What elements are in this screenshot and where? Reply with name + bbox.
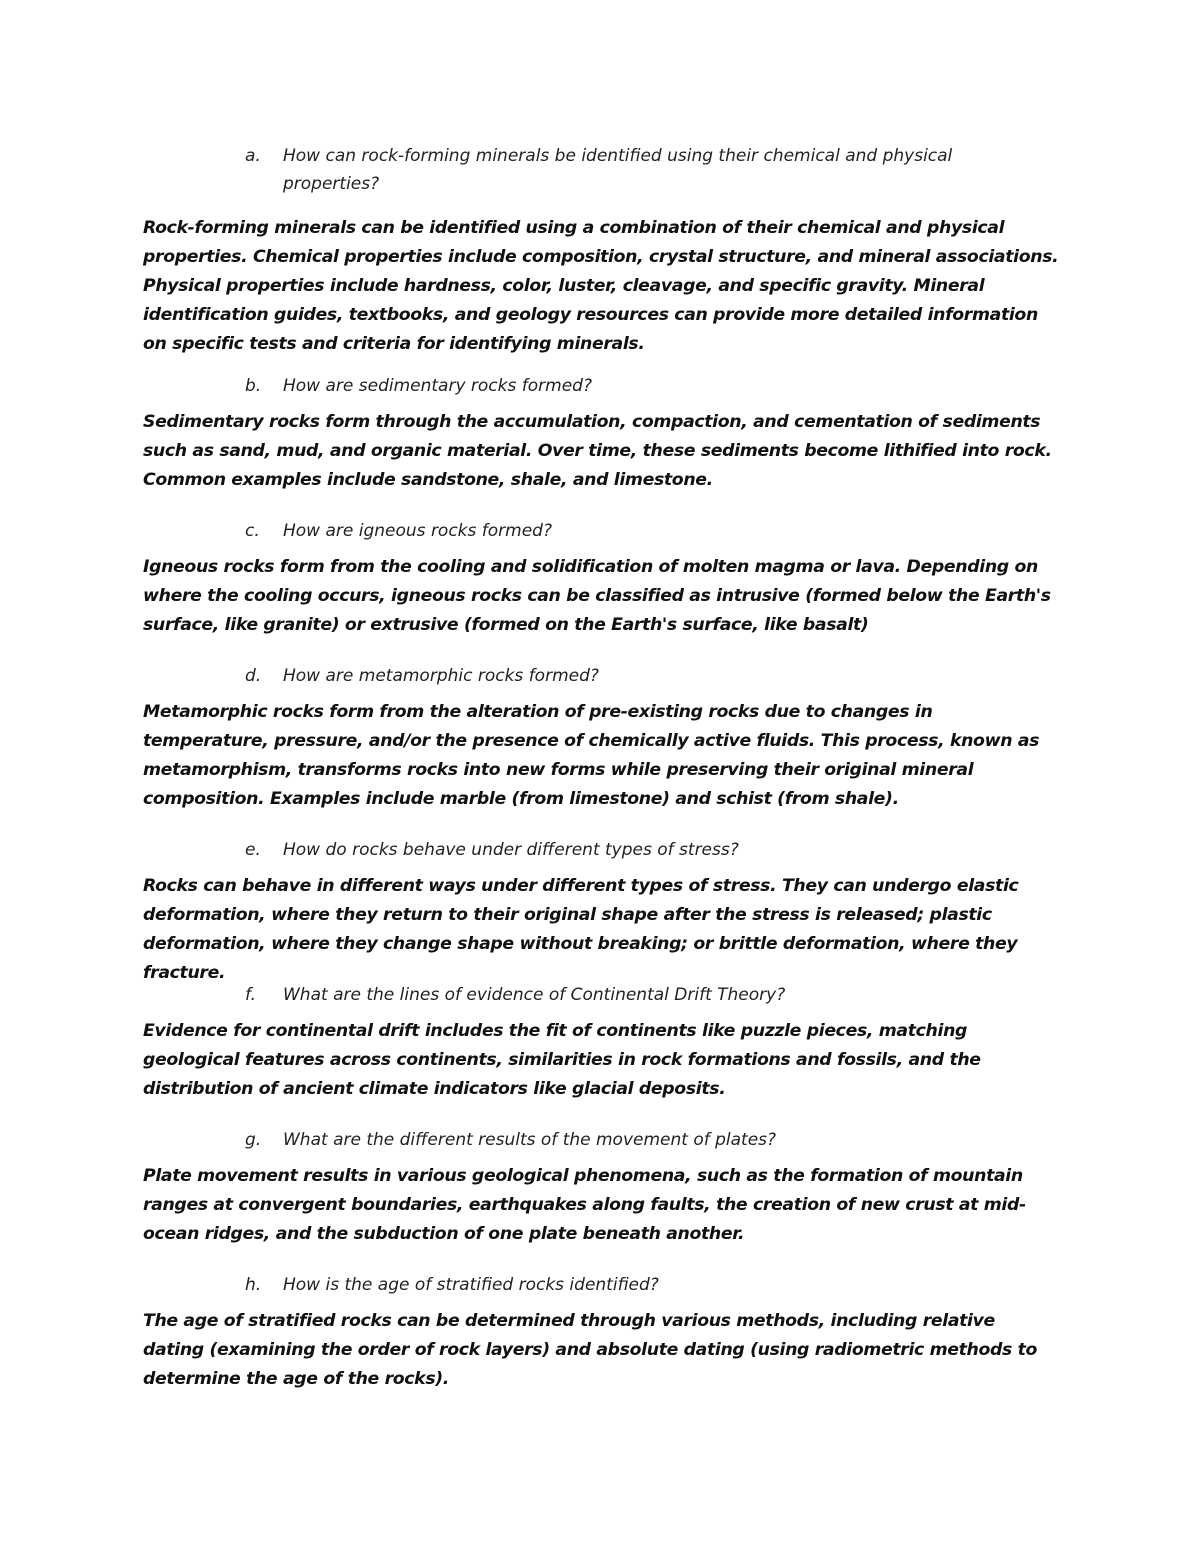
question-text: How are sedimentary rocks formed? [283,376,592,396]
question-text: What are the lines of evidence of Continental Drift Theory? [283,985,786,1005]
question-a [245,142,983,198]
question-e [245,836,983,864]
question-marker: f. [245,985,257,1005]
qa-item-f [0,981,1200,1104]
question-marker: a. [245,146,261,166]
question-g [245,1126,983,1154]
qa-item-c [0,517,1200,640]
question-marker: g. [245,1130,262,1150]
qa-item-b [0,372,1200,495]
qa-item-a [0,142,1200,359]
question-text: How do rocks behave under different types of stress? [283,840,739,860]
answer-g: Plate movement results in various geological phenomena, such as the formation of mountain ranges at convergent boundaries, earthquakes along faults, the creation of new crust at mid-ocean ridges, and the subduction of one plate beneath another. [143,1166,1026,1244]
question-marker: c. [245,521,260,541]
question-d [245,662,983,690]
answer-d: Metamorphic rocks form from the alteration of pre-existing rocks due to changes in temperature, pressure, and/or the presence of chemically active fluids. This process, known as metamorphism, transforms rocks into new forms while preserving their original mineral composition. Examples include marble (from limestone) and schist (from shale). [143,702,1040,809]
question-marker: e. [245,840,261,860]
answer-a: Rock-forming minerals can be identified using a combination of their chemical and physical properties. Chemical properties include composition, crystal structure, and mineral associations. Physical properties include hardness, color, luster, cleavage, and specific gravity. Mineral identification guides, textbooks, and geology resources can provide more detailed information on specific tests and criteria for identifying minerals. [143,218,1059,354]
question-text: How can rock-forming minerals be identified using their chemical and physical properties? [283,146,953,194]
answer-f: Evidence for continental drift includes the fit of continents like puzzle pieces, matching geological features across continents, similarities in rock formations and fossils, and the distribution of ancient climate indicators like glacial deposits. [143,1021,981,1099]
qa-item-e [0,836,1200,988]
question-c [245,517,983,545]
question-marker: d. [245,666,262,686]
question-marker: b. [245,376,262,396]
answer-h: The age of stratified rocks can be determined through various methods, including relative dating (examining the order of rock layers) and absolute dating (using radiometric methods to determine the age of the rocks). [143,1311,1038,1389]
question-text: What are the different results of the movement of plates? [283,1130,777,1150]
qa-item-h [0,1271,1200,1394]
question-text: How are metamorphic rocks formed? [283,666,599,686]
question-text: How is the age of stratified rocks identified? [283,1275,659,1295]
question-h [245,1271,983,1299]
question-f [245,981,983,1009]
answer-b: Sedimentary rocks form through the accumulation, compaction, and cementation of sediments such as sand, mud, and organic material. Over time, these sediments become lithified into rock. Common examples include sandstone, shale, and limestone. [143,412,1052,490]
answer-c: Igneous rocks form from the cooling and solidification of molten magma or lava. Depending on where the cooling occurs, igneous rocks can be classified as intrusive (formed below the Earth's surface, like granite) or extrusive (formed on the Earth's surface, like basalt) [143,557,1051,635]
question-text: How are igneous rocks formed? [283,521,552,541]
answer-e: Rocks can behave in different ways under different types of stress. They can undergo elastic deformation, where they return to their original shape after the stress is released; plastic deformation, where they change shape without breaking; or brittle deformation, where they fracture. [143,876,1019,983]
qa-item-d [0,662,1200,814]
question-marker: h. [245,1275,262,1295]
qa-item-g [0,1126,1200,1249]
question-b [245,372,983,400]
